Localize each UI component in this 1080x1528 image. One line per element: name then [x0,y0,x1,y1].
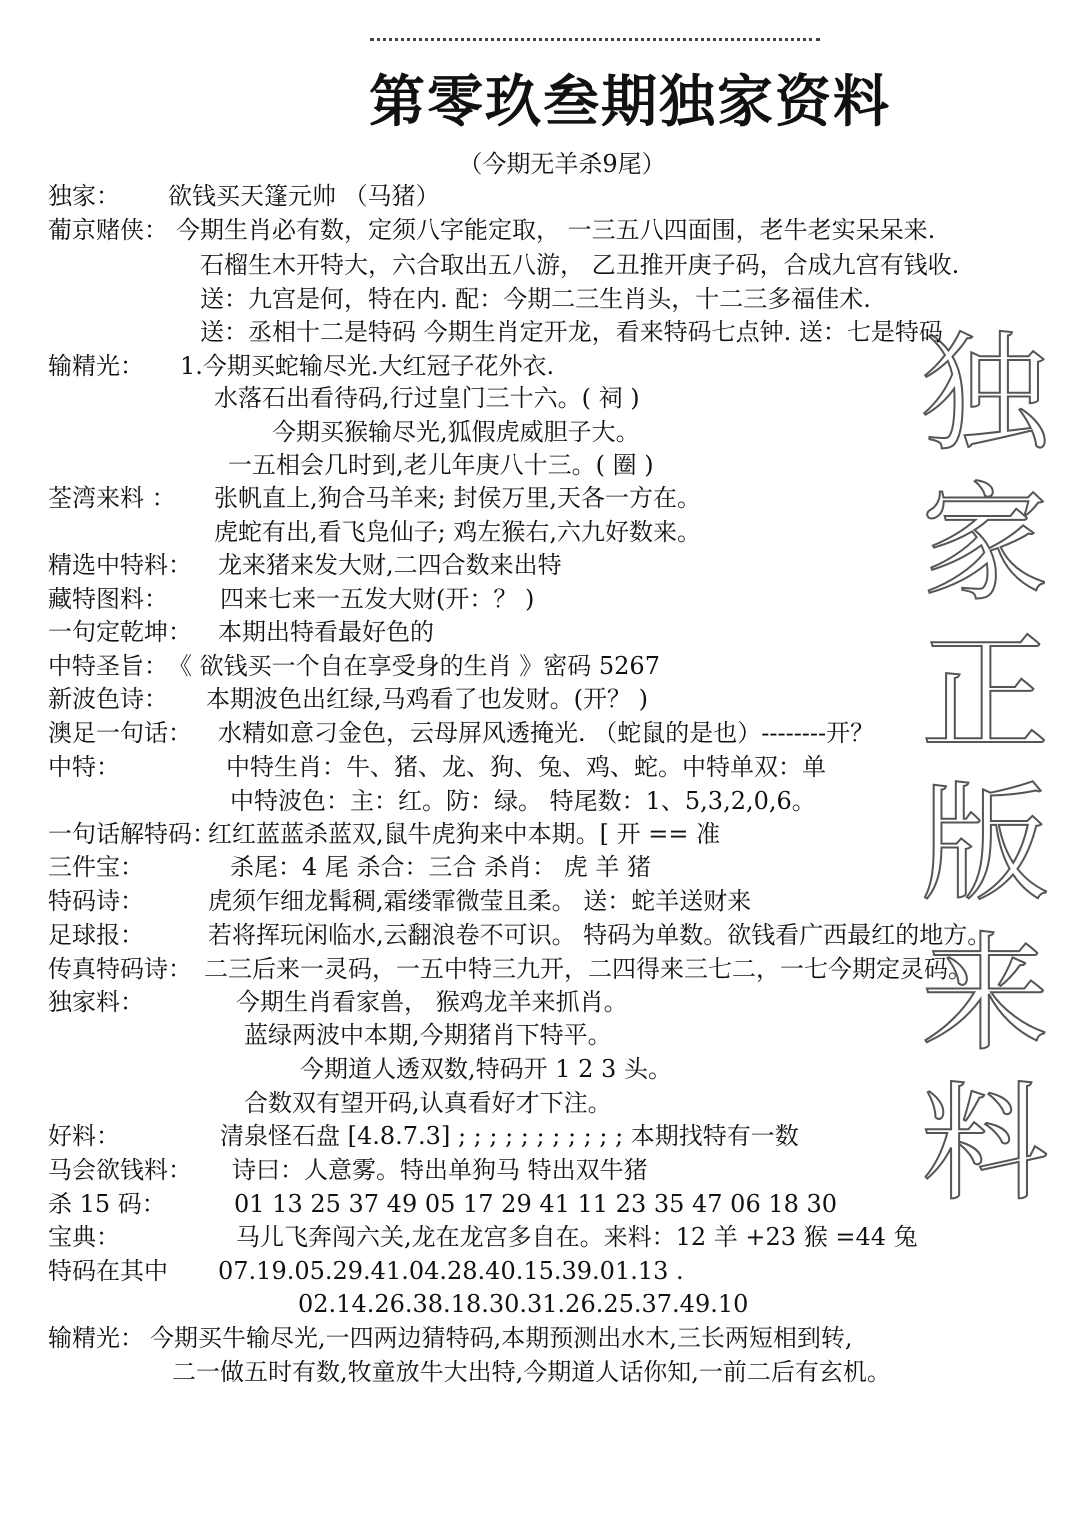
zhongte-line: 中特生肖：牛、猪、龙、狗、兔、鸡、蛇。中特单双：单 [226,753,826,781]
yiju-line: 本期出特看最好色的 [218,618,434,646]
section-label-zuqiubao: 足球报： [48,921,144,949]
dujialiao-line: 今期生肖看家兽， 猴鸡龙羊来抓肖。 [236,988,628,1016]
section-label-haoliao: 好料： [48,1122,120,1150]
watermark-char: 版 [920,770,1049,919]
section-label-sha15: 杀 15 码： [48,1190,166,1218]
baodian-line: 马儿飞奔闯六关,龙在龙宫多自在。来料：12 羊 +23 猴 =44 兔 [236,1223,918,1251]
mahui-line: 诗曰：人意雾。特出单狗马 特出双牛猪 [232,1156,648,1184]
zuqiubao-line: 若将挥玩闲临水,云翻浪卷不可识。 特码为单数。欲钱看广西最红的地方。 [208,921,992,949]
section-label-zhongte: 中特： [48,753,120,781]
watermark-char: 正 [920,620,1049,769]
quanwan-line: 张帆直上,狗合马羊来; 封侯万里,天各一方在。 [214,484,701,512]
cangte-line: 四来七来一五发大财(开：？ ) [220,585,535,613]
shujingguang-line: 水落石出看待码,行过皇门三十六。( 祠 ) [214,384,640,412]
shujingguang-line: 一五相会几时到,老儿年庚八十三。( 圈 ) [228,451,654,479]
section-label-baodian: 宝典： [48,1223,120,1251]
section-label-cangte: 藏特图料： [48,585,168,613]
watermark-char: 来 [920,920,1049,1069]
shujingguang2-line: 二一做五时有数,牧童放牛大出特,今期道人话你知,一前二后有玄机。 [172,1358,891,1386]
section-label-sanjianbao: 三件宝： [48,853,144,881]
watermark-char: 家 [920,470,1049,619]
section-label-yijuhua: 一句话解特码： [48,820,216,848]
dujialiao-line: 合数双有望开码,认真看好才下注。 [244,1089,612,1117]
section-label-jingxuan: 精选中特料： [48,551,192,579]
shujingguang-line: 今期买猴输尽光,狐假虎威胆子大。 [272,418,640,446]
dujialiao-line: 蓝绿两波中本期,今期猪肖下特平。 [244,1021,612,1049]
xinbo-line: 本期波色出红绿,马鸡看了也发财。(开？ ) [206,685,648,713]
zhongte-shengzhi-line: 《 欲钱买一个自在享受身的生肖 》密码 5267 [168,652,660,680]
section-label-dujia: 独家： [48,182,120,210]
chuanzhen-line: 二三后来一灵码，一五中特三九开，二四得来三七二，一七今期定灵码。 [204,955,972,983]
section-label-quanwan: 荃湾来料 ： [48,484,176,512]
watermark-char: 独 [920,320,1049,469]
section-label-pujing: 葡京赌侠： [48,216,168,244]
section-label-yiju: 一句定乾坤： [48,618,192,646]
temazaiqizhong-line: 07.19.05.29.41.04.28.40.15.39.01.13 . [218,1257,684,1285]
section-label-dujialiao: 独家料： [48,988,144,1016]
pujing-line: 石榴生木开特大，六合取出五八游， 乙丑推开庚子码，合成九宫有钱收. [200,251,960,279]
shujingguang2-line: 今期买牛输尽光,一四两边猜特码,本期预测出水木,三长两短相到转, [150,1324,853,1352]
section-label-mahui: 马会欲钱料： [48,1156,192,1184]
watermark-char: 料 [920,1070,1049,1219]
haoliao-line: 清泉怪石盘 [4.8.7.3] ; ; ; ; ; ; ; ; ; ; ; 本期找特有一数 [220,1122,799,1150]
temashi-line: 虎须乍细龙髯稠,霜缕霏微莹且柔。 送：蛇羊送财来 [208,887,752,915]
sanjianbao-line: 杀尾：4 尾 杀合：三合 杀肖： 虎 羊 猪 [230,853,652,881]
section-label-shujingguang-2: 输精光： [48,1324,144,1352]
pujing-line: 送：九宫是何，特在内. 配：今期二三生肖头，十二三多福佳术. [200,285,871,313]
page-title: 第零玖叁期独家资料 [369,69,891,135]
dujialiao-line: 今期道人透双数,特码开 1 2 3 头。 [300,1055,672,1083]
header-scratch-marks [370,38,820,51]
section-label-xinbo: 新波色诗： [48,685,168,713]
jingxuan-line: 龙来猪来发大财,二四合数来出特 [218,551,562,579]
pujing-line: 送：丞相十二是特码 今期生肖定开龙，看来特码七点钟. 送：七是特码 [200,318,943,346]
temazaiqizhong-line: 02.14.26.38.18.30.31.26.25.37.49.10 [298,1290,749,1318]
section-label-zhongte-shengzhi: 中特圣旨： [48,652,168,680]
section-label-aozu: 澳足一句话： [48,719,192,747]
aozu-line: 水精如意刁金色，云母屏风透掩光. （蛇鼠的是也）--------开？ [218,719,875,747]
quanwan-line: 虎蛇有出,看飞凫仙子; 鸡左猴右,六九好数来。 [214,518,701,546]
section-label-temazaiqizhong: 特码在其中 [48,1257,168,1285]
watermark-stamp [905,320,1065,1220]
section-label-shujingguang: 输精光： [48,352,144,380]
dujia-line: 欲钱买天篷元帅 （马猪） [168,182,440,210]
section-label-temashi: 特码诗： [48,887,144,915]
section-label-chuanzhen: 传真特码诗： [48,955,192,983]
pujing-line: 今期生肖必有数，定须八字能定取， 一三五八四面围，老牛老实呆呆来. [176,216,936,244]
page-subtitle: （今期无羊杀9尾） [458,150,666,178]
zhongte-line: 中特波色：主：红。防：绿。 特尾数：1、5,3,2,0,6。 [230,787,816,815]
shujingguang-line: 1.今期买蛇输尽光.大红冠子花外衣. [180,352,555,380]
yijuhua-line: 红红蓝蓝杀蓝双,鼠牛虎狗来中本期。[ 开 == 准 [208,820,721,848]
sha15-line: 01 13 25 37 49 05 17 29 41 11 23 35 47 06 18 30 [234,1190,838,1218]
